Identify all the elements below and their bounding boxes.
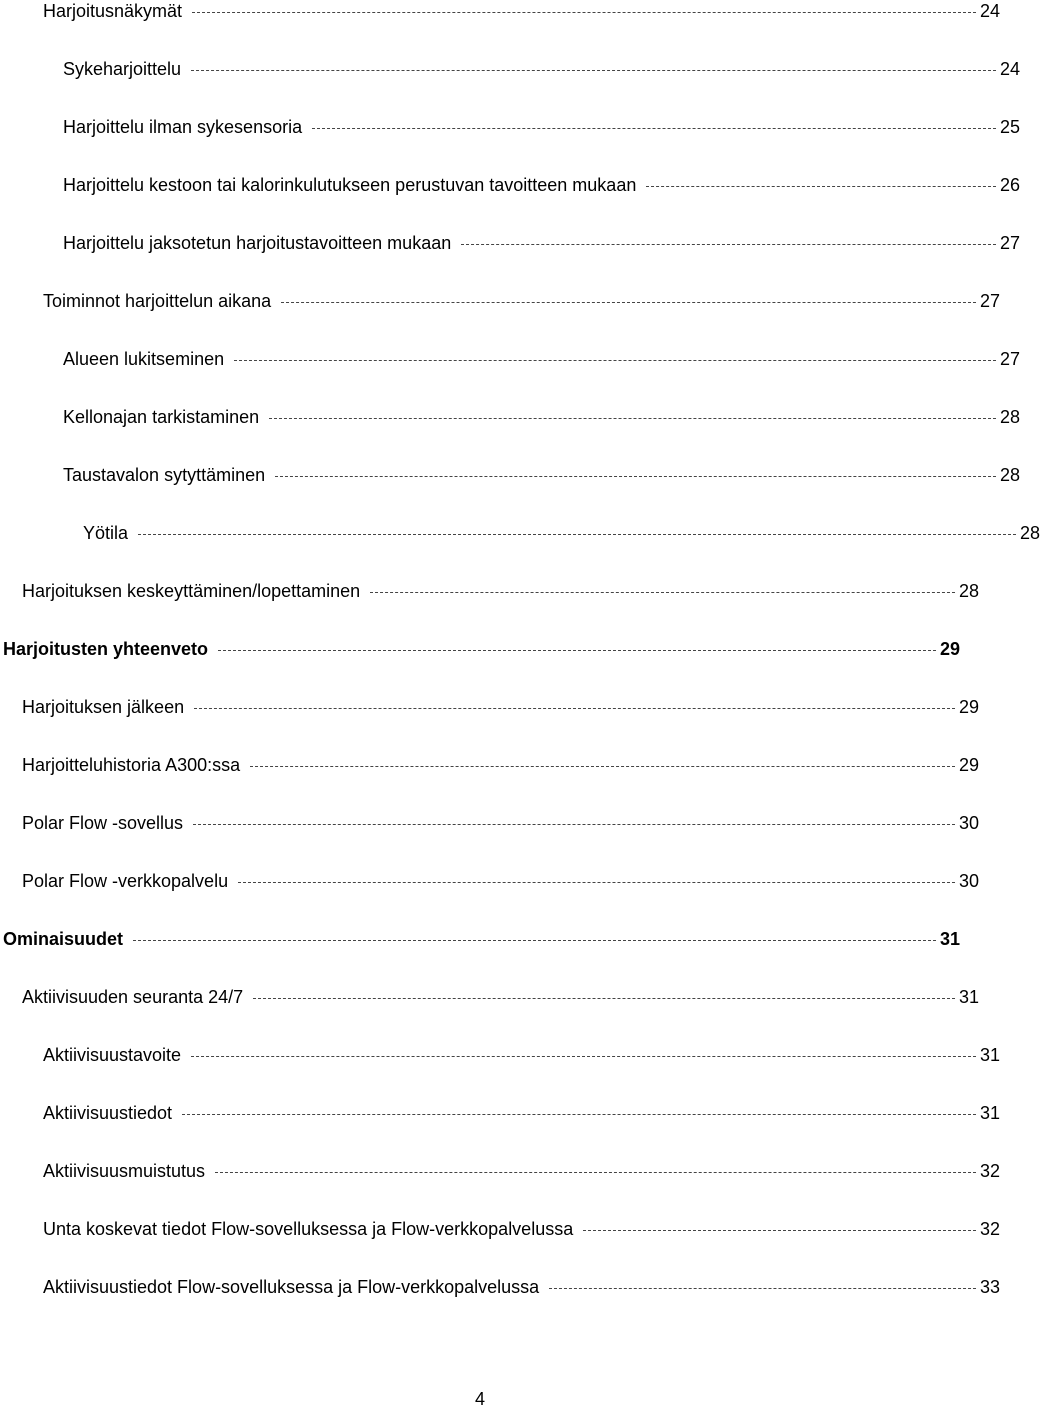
toc-entry-title: Aktiivisuustiedot (43, 1103, 173, 1123)
toc-entry-page: 28 (958, 581, 979, 601)
toc-entry-page: 31 (979, 1045, 1000, 1065)
toc-entry-page: 26 (999, 175, 1020, 195)
toc-entry-page: 29 (939, 639, 960, 659)
toc-entry[interactable] (0, 862, 979, 892)
toc-entry-title: Polar Flow -sovellus (22, 813, 184, 833)
toc-entry-page: 27 (999, 349, 1020, 369)
dot-leader (275, 476, 996, 477)
toc-entry[interactable] (0, 572, 979, 602)
toc-entry-page: 30 (958, 813, 979, 833)
toc-entry[interactable] (0, 688, 979, 718)
dot-leader (138, 534, 1016, 535)
toc-entry-title: Sykeharjoittelu (63, 59, 182, 79)
toc-entry-page: 27 (999, 233, 1020, 253)
toc-entry[interactable] (0, 1268, 1000, 1298)
toc-entry[interactable] (0, 166, 1020, 196)
toc-entry-page: 24 (979, 1, 1000, 21)
dot-leader (234, 360, 996, 361)
toc-entry-page: 33 (979, 1277, 1000, 1297)
dot-leader (238, 882, 955, 883)
toc-entry-title: Yötila (83, 523, 129, 543)
toc-entry[interactable] (0, 456, 1020, 486)
dot-leader (250, 766, 955, 767)
toc-entry-title: Aktiivisuustiedot Flow-sovelluksessa ja Flow-verkkopalvelussa (43, 1277, 540, 1297)
dot-leader (191, 1056, 976, 1057)
toc-entry-page: 32 (979, 1219, 1000, 1239)
toc-entry[interactable] (0, 1210, 1000, 1240)
toc-entry-title: Harjoitusten yhteenveto (3, 639, 209, 659)
toc-entry[interactable] (0, 0, 1000, 22)
toc-entry-page: 32 (979, 1161, 1000, 1181)
toc-entry[interactable] (0, 50, 1020, 80)
dot-leader (182, 1114, 976, 1115)
dot-leader (193, 824, 955, 825)
toc-entry-page: 29 (958, 755, 979, 775)
dot-leader (253, 998, 955, 999)
toc-entry-title: Harjoitteluhistoria A300:ssa (22, 755, 241, 775)
dot-leader (461, 244, 996, 245)
dot-leader (218, 650, 936, 651)
toc-entry-title: Unta koskevat tiedot Flow-sovelluksessa ja Flow-verkkopalvelussa (43, 1219, 574, 1239)
dot-leader (281, 302, 976, 303)
toc-entry[interactable] (0, 514, 1040, 544)
toc-entry[interactable] (0, 1036, 1000, 1066)
dot-leader (370, 592, 955, 593)
dot-leader (312, 128, 996, 129)
toc-entry-title: Harjoituksen keskeyttäminen/lopettaminen (22, 581, 361, 601)
toc-entry[interactable] (0, 108, 1020, 138)
dot-leader (269, 418, 996, 419)
toc-section-heading[interactable] (0, 630, 960, 660)
toc-entry-title: Aktiivisuuden seuranta 24/7 (22, 987, 244, 1007)
toc-section-heading[interactable] (0, 920, 960, 950)
toc-entry[interactable] (0, 1152, 1000, 1182)
toc-entry-title: Aktiivisuustavoite (43, 1045, 182, 1065)
toc-entry-title: Toiminnot harjoittelun aikana (43, 291, 272, 311)
toc-entry-page: 31 (958, 987, 979, 1007)
dot-leader (646, 186, 996, 187)
toc-entry-page: 31 (939, 929, 960, 949)
dot-leader (192, 12, 976, 13)
dot-leader (215, 1172, 976, 1173)
toc-entry-title: Ominaisuudet (3, 929, 124, 949)
toc-entry-page: 27 (979, 291, 1000, 311)
toc-entry-title: Harjoitusnäkymät (43, 1, 183, 21)
dot-leader (583, 1230, 976, 1231)
toc-entry-page: 29 (958, 697, 979, 717)
page-number: 4 (474, 1389, 485, 1409)
toc-entry[interactable] (0, 804, 979, 834)
dot-leader (191, 70, 996, 71)
toc-entry-page: 30 (958, 871, 979, 891)
toc-entry[interactable] (0, 282, 1000, 312)
toc-entry[interactable] (0, 340, 1020, 370)
dot-leader (133, 940, 936, 941)
toc-entry-title: Aktiivisuusmuistutus (43, 1161, 206, 1181)
toc-entry-page: 28 (1019, 523, 1040, 543)
toc-entry-title: Harjoituksen jälkeen (22, 697, 185, 717)
toc-entry-page: 24 (999, 59, 1020, 79)
dot-leader (194, 708, 955, 709)
toc-entry[interactable] (0, 746, 979, 776)
toc-entry-title: Harjoittelu ilman sykesensoria (63, 117, 303, 137)
toc-entry[interactable] (0, 1094, 1000, 1124)
toc-entry-title: Taustavalon sytyttäminen (63, 465, 266, 485)
toc-entry-page: 31 (979, 1103, 1000, 1123)
toc-entry[interactable] (0, 398, 1020, 428)
toc-entry-title: Harjoittelu kestoon tai kalorinkulutukseen perustuvan tavoitteen mukaan (63, 175, 637, 195)
toc-entry-page: 28 (999, 465, 1020, 485)
toc-entry-page: 28 (999, 407, 1020, 427)
toc-entry-title: Alueen lukitseminen (63, 349, 225, 369)
toc-entry-title: Kellonajan tarkistaminen (63, 407, 260, 427)
toc-entry-page: 25 (999, 117, 1020, 137)
toc-entry[interactable] (0, 224, 1020, 254)
toc-entry-title: Harjoittelu jaksotetun harjoitustavoitteen mukaan (63, 233, 452, 253)
dot-leader (549, 1288, 976, 1289)
toc-entry-title: Polar Flow -verkkopalvelu (22, 871, 229, 891)
toc-entry[interactable] (0, 978, 979, 1008)
